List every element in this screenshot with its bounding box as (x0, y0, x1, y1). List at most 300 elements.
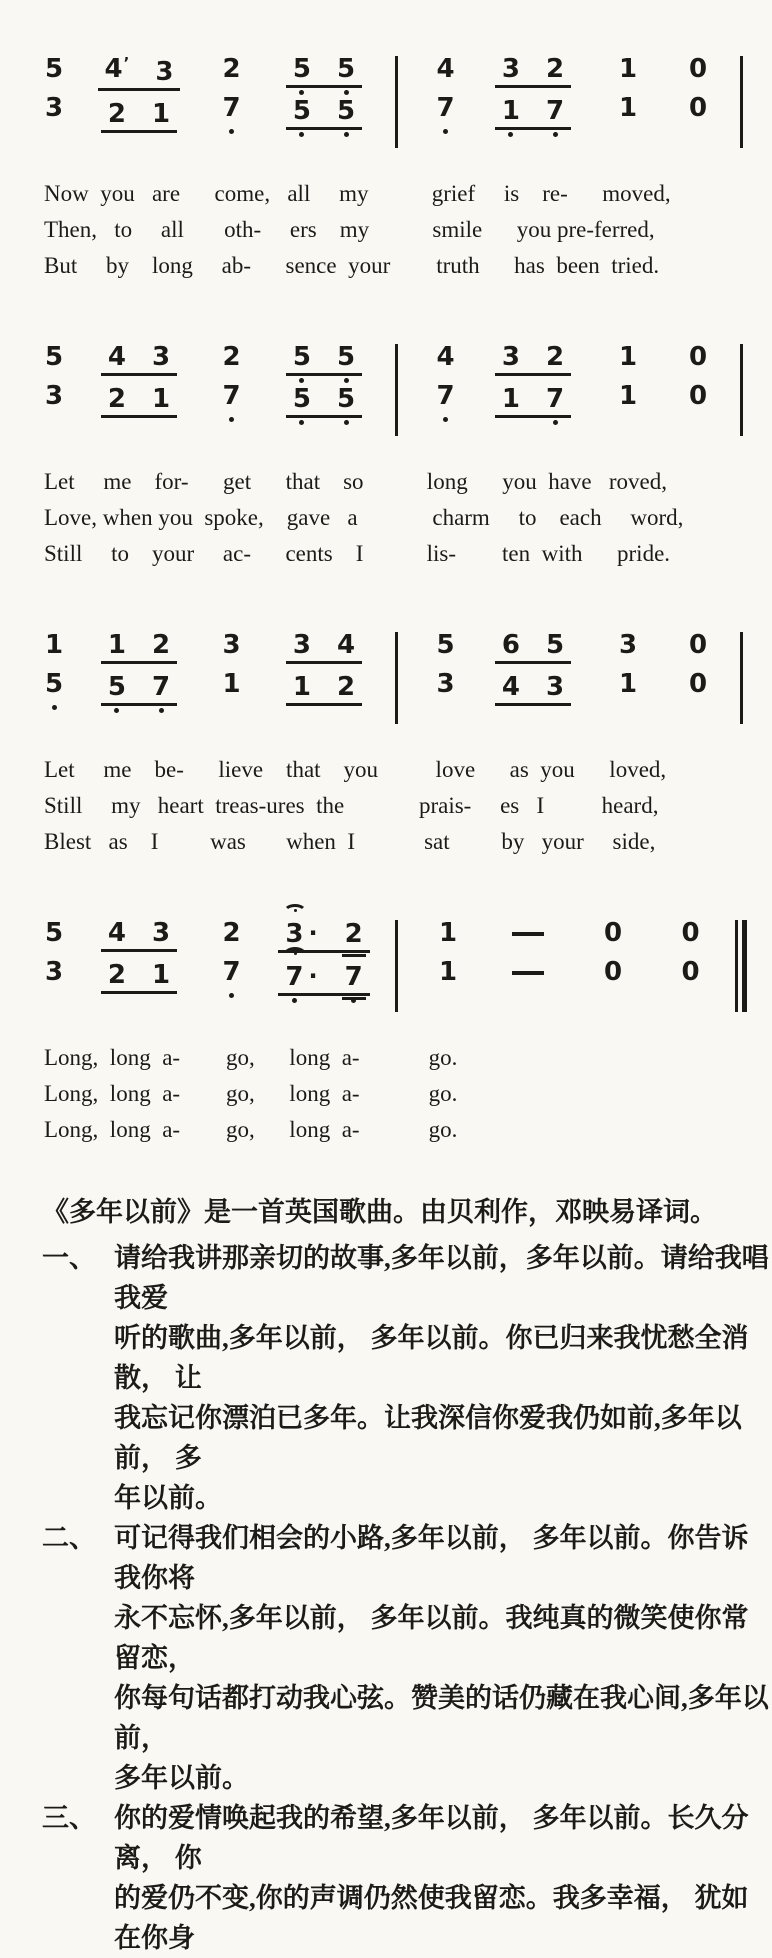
notation-system-2 (0, 328, 772, 572)
note-group (674, 959, 706, 988)
note-digit: 3 (501, 54, 520, 84)
note (45, 56, 63, 82)
note (436, 632, 454, 658)
note-group (682, 95, 714, 124)
harmony-unit (101, 386, 177, 418)
note-column (668, 328, 728, 412)
note-group (682, 671, 714, 700)
harmony-unit (674, 959, 706, 988)
note-group (432, 920, 464, 949)
note-digit: 2 (107, 99, 126, 129)
melody-unit (215, 344, 247, 373)
melody-unit (429, 632, 461, 661)
note (502, 344, 520, 370)
note-digit: 7 (546, 98, 564, 124)
note (619, 383, 637, 409)
note-digit: 5 (337, 386, 355, 412)
harmony-unit (286, 674, 362, 706)
note-digit: 5 (337, 344, 355, 370)
note (546, 98, 564, 124)
lyrics-block (44, 1040, 772, 1148)
note-digit: 3 (44, 93, 64, 123)
harmony-unit (495, 674, 571, 706)
note-digit: 2 (222, 918, 241, 948)
note-column (269, 904, 379, 996)
note (152, 674, 170, 700)
note-digit: 1 (292, 672, 311, 702)
dash-bar (512, 932, 544, 936)
harmony-unit (682, 383, 714, 412)
sixteenth-beam (342, 954, 366, 957)
octave-down-dot (344, 420, 349, 425)
harmony-unit (38, 383, 70, 412)
note (45, 344, 63, 370)
note (502, 674, 520, 700)
note-column (413, 40, 478, 124)
harmony-unit (278, 963, 369, 996)
bar-line (395, 344, 398, 436)
octave-down-dot (229, 417, 234, 422)
note-digit: 3 (155, 57, 174, 87)
half-note-dash (510, 920, 546, 946)
note-digit: 5 (436, 630, 455, 660)
note-group (429, 671, 461, 700)
beamed-note-group (101, 674, 177, 706)
note (689, 95, 707, 121)
harmony-unit (429, 671, 461, 700)
note-group (432, 959, 464, 988)
note-group (429, 632, 461, 661)
note (619, 632, 637, 658)
harmony-unit (215, 95, 247, 124)
melody-unit (101, 344, 177, 376)
beamed-note-group (101, 101, 177, 133)
note (45, 671, 63, 697)
note (546, 632, 564, 658)
note (604, 959, 622, 985)
notation-system-1 (0, 40, 772, 284)
note-group (429, 95, 461, 124)
note (152, 962, 170, 988)
note-column (483, 904, 573, 988)
note-column (24, 40, 84, 124)
lyric-line: Blest as I was when I sat by your side, (44, 829, 656, 854)
note-group (215, 959, 247, 988)
note-digit: 0 (603, 957, 623, 987)
beamed-note-group (495, 98, 571, 130)
note-column (478, 616, 588, 706)
note-digit: 4’ (104, 54, 130, 84)
note-digit: 2 (337, 672, 356, 702)
note-group (38, 959, 70, 988)
note-digit: 1 (107, 630, 126, 660)
note-digit: 3 (618, 630, 638, 660)
note (439, 920, 457, 946)
note (222, 95, 240, 121)
bar-line (395, 56, 398, 148)
note-digit: 1 (438, 957, 458, 987)
verse-line: 永不忘怀,多年以前， 多年以前。我纯真的微笑使你常留恋， (114, 1603, 749, 1673)
note-group (612, 56, 644, 85)
octave-down-dot (229, 129, 234, 134)
note-digit: 7 (222, 383, 240, 409)
note-group (38, 383, 70, 412)
beamed-note-group (286, 56, 362, 88)
note-digit: 0 (688, 93, 708, 123)
verse-line: 多年以前。 (114, 1763, 249, 1793)
note-digit: 7 (436, 95, 454, 121)
melody-unit (286, 56, 362, 88)
note-column (194, 328, 269, 412)
note-digit: 7 (546, 386, 564, 412)
harmony-unit (682, 95, 714, 124)
note (108, 632, 126, 658)
note-column (269, 328, 379, 418)
bar-thin-line (735, 920, 738, 1012)
note-group (38, 95, 70, 124)
chinese-lyrics-section (42, 1192, 772, 1958)
note (222, 383, 240, 409)
note-digit: 5 (44, 54, 64, 84)
fermata-icon (283, 904, 307, 921)
melody-unit (612, 632, 644, 661)
beamed-note-group (286, 674, 362, 706)
note-digit: 3 (222, 630, 241, 660)
note-digit: 5 (108, 674, 126, 700)
octave-down-dot (229, 993, 234, 998)
harmony-unit (101, 962, 177, 994)
note (45, 920, 63, 946)
note-group (215, 95, 247, 124)
note-digit: 5 (337, 56, 355, 82)
note-digit: 0 (688, 630, 708, 660)
verse-number-label: 三、 (42, 1803, 96, 1833)
lyric-line: Love, when you spoke, gave a charm to each word, (44, 505, 684, 530)
note-digit: 4 (436, 54, 455, 84)
note-column (413, 616, 478, 700)
note (152, 101, 170, 127)
note (105, 56, 130, 85)
lyrics-block (44, 176, 772, 284)
note-digit: 2 (222, 342, 241, 372)
note (689, 383, 707, 409)
lyrics-block (44, 752, 772, 860)
note (152, 920, 170, 946)
note-column (478, 40, 588, 130)
lyrics-block (44, 464, 772, 572)
melody-unit (495, 344, 571, 376)
verse-line: 的爱仍不变,你的声调仍然使我留恋。我多幸福， 犹如在你身 (114, 1883, 749, 1953)
note (222, 344, 240, 370)
note (502, 386, 520, 412)
note-digit: 1 (618, 54, 638, 84)
note-digit: 0 (681, 918, 700, 948)
note (108, 344, 126, 370)
note (546, 386, 564, 412)
note-group (612, 95, 644, 124)
verse-line: 你每句话都打动我心弦。赞美的话仍藏在我心间,多年以前， (114, 1683, 769, 1753)
note (285, 963, 318, 990)
note (45, 95, 63, 121)
lyric-line: But by long ab- sence your truth has been tried. (44, 253, 660, 278)
octave-down-dot (299, 132, 304, 137)
note-digit: 3 (292, 630, 311, 660)
note-group (429, 56, 461, 85)
melody-unit (38, 56, 70, 85)
lyric-line: Let me be- lieve that you love as you loved, (44, 757, 667, 782)
final-barline (728, 904, 754, 1012)
harmony-unit (38, 95, 70, 124)
note (337, 98, 355, 124)
octave-down-dot (52, 705, 57, 710)
note (681, 959, 699, 985)
note (502, 56, 520, 82)
note-group (429, 383, 461, 412)
note-digit: 3 (546, 672, 565, 702)
note-digit: 3 (501, 342, 520, 372)
note-group (38, 56, 70, 85)
verse-number-label: 二、 (42, 1523, 96, 1553)
note (436, 95, 454, 121)
beamed-note-group (101, 386, 177, 418)
note-digit: 4 (107, 342, 126, 372)
harmony-unit (38, 671, 70, 700)
melody-unit (495, 632, 571, 664)
octave-down-dot (344, 132, 349, 137)
note (108, 962, 126, 988)
harmony-unit (495, 98, 571, 130)
melody-unit (286, 632, 362, 664)
note (45, 383, 63, 409)
note (293, 632, 311, 658)
octave-down-dot (159, 708, 164, 713)
note-column (84, 40, 194, 133)
beamed-note-group (495, 386, 571, 418)
harmony-unit (429, 383, 461, 412)
note (546, 674, 564, 700)
bar-line (740, 632, 743, 724)
note (337, 344, 355, 370)
notation-system-4 (0, 904, 772, 1148)
note (689, 56, 707, 82)
note-group (612, 671, 644, 700)
note-column (588, 328, 668, 412)
beamed-note-group (101, 344, 177, 376)
note-digit: 1 (618, 381, 638, 411)
melody-unit (503, 920, 553, 949)
barline (728, 328, 754, 436)
barline (728, 616, 754, 724)
augmentation-dot: · (308, 919, 318, 947)
half-note-dash (510, 959, 546, 985)
note-group (674, 920, 706, 949)
melody-unit (682, 344, 714, 373)
note (337, 386, 355, 412)
melody-unit (101, 632, 177, 664)
note-digit: 5 (293, 98, 311, 124)
barline (379, 616, 413, 724)
octave-down-dot (553, 420, 558, 425)
note-digit: 1 (618, 342, 638, 372)
note (546, 344, 564, 370)
harmony-unit (495, 386, 571, 418)
note (285, 920, 318, 947)
octave-down-dot (299, 420, 304, 425)
note-digit: 1 (222, 669, 241, 699)
note-group (597, 920, 629, 949)
note-digit: 2 (107, 384, 126, 414)
beamed-note-group (101, 632, 177, 664)
verse-line: 我忘记你漂泊已多年。让我深信你爱我仍如前,多年以前， 多 (114, 1403, 742, 1473)
note-digit: 7 (345, 964, 363, 990)
note-column (194, 616, 269, 700)
staff-row (0, 904, 772, 1012)
note (152, 632, 170, 658)
note (108, 674, 126, 700)
melody-unit (674, 920, 706, 949)
melody-unit (215, 632, 247, 661)
beamed-note-group (101, 962, 177, 994)
fermata-icon (283, 947, 307, 964)
note-digit: 5 (293, 386, 311, 412)
note-digit: 1 (44, 630, 64, 660)
note-digit: 2 (546, 342, 565, 372)
note-digit: 5 (293, 344, 311, 370)
double-bar (735, 920, 747, 1012)
note (337, 56, 355, 82)
chinese-verse-2 (42, 1518, 772, 1798)
melody-unit (612, 56, 644, 85)
octave-down-dot (344, 90, 349, 95)
note-group (682, 632, 714, 661)
note (345, 964, 363, 990)
note (293, 56, 311, 82)
note-digit: 2 (222, 54, 241, 84)
melody-unit (215, 56, 247, 85)
note-digit: 7 (222, 959, 240, 985)
beamed-note-group (286, 98, 362, 130)
verse-lines (114, 1238, 772, 1518)
note-digit: 1 (618, 93, 638, 123)
note-group (215, 671, 247, 700)
note-digit: 1 (152, 960, 171, 990)
lyric-line: Long, long a- go, long a- go. (44, 1081, 458, 1106)
bar-thick-line (742, 920, 747, 1012)
note (108, 101, 126, 127)
bar-line (395, 920, 398, 1012)
harmony-unit (429, 95, 461, 124)
lyric-line: Still my heart treas-ures the prais- es I heard, (44, 793, 659, 818)
note-digit: 0 (688, 342, 708, 372)
note-column (84, 904, 194, 994)
octave-down-dot (299, 90, 304, 95)
note-column (24, 904, 84, 988)
harmony-unit (612, 671, 644, 700)
harmony-unit (612, 383, 644, 412)
note (502, 98, 520, 124)
note (439, 959, 457, 985)
note (436, 344, 454, 370)
note-digit: 0 (688, 381, 708, 411)
note (293, 674, 311, 700)
note (345, 921, 363, 947)
dash-bar (512, 971, 544, 975)
notation-system-3 (0, 616, 772, 860)
note-digit: 7 (436, 383, 454, 409)
melody-unit (612, 344, 644, 373)
beamed-note-group (495, 56, 571, 88)
note-digit: 4 (337, 630, 356, 660)
beamed-note-group (495, 344, 571, 376)
note (619, 56, 637, 82)
note-digit: 5 (546, 630, 565, 660)
note-group (503, 920, 553, 949)
barline (728, 40, 754, 148)
note-digit: 4 (107, 918, 126, 948)
harmony-unit (286, 386, 362, 418)
verse-line: 请给我讲那亲切的故事,多年以前，多年以前。请给我唱我爱 (114, 1243, 769, 1313)
note (222, 920, 240, 946)
octave-down-dot (508, 132, 513, 137)
note-column (413, 904, 483, 988)
note-group (38, 632, 70, 661)
note-digit: 1 (152, 384, 171, 414)
melody-unit (495, 56, 571, 88)
note (619, 671, 637, 697)
note (619, 95, 637, 121)
note-digit: 3 (152, 342, 171, 372)
note-group (215, 920, 247, 949)
beamed-note-group (495, 674, 571, 706)
note (222, 959, 240, 985)
octave-down-dot (299, 378, 304, 383)
note-digit: 5 (337, 98, 355, 124)
melody-unit (38, 344, 70, 373)
note-column (588, 616, 668, 700)
note-group (682, 383, 714, 412)
verse-line: 年以前。 (114, 1483, 222, 1513)
staff-row (0, 616, 772, 724)
note-digit: 4 (436, 342, 455, 372)
sixteenth-beam (342, 997, 366, 1000)
note-digit: 5 (293, 56, 311, 82)
lyric-line: Long, long a- go, long a- go. (44, 1045, 458, 1070)
melody-unit (38, 632, 70, 661)
note-column (24, 328, 84, 412)
octave-down-dot (553, 132, 558, 137)
note-group (215, 383, 247, 412)
note (108, 386, 126, 412)
melody-unit (597, 920, 629, 949)
verse-lines (114, 1518, 772, 1798)
note-group (38, 344, 70, 373)
chinese-verse-1 (42, 1238, 772, 1518)
note (604, 920, 622, 946)
note (502, 632, 520, 658)
note-digit: 0 (681, 957, 700, 987)
note-column (194, 40, 269, 124)
note (108, 920, 126, 946)
note-digit: 1 (152, 99, 171, 129)
beamed-note-group (286, 632, 362, 664)
chinese-verse-3 (42, 1798, 772, 1958)
verse-line: 听的歌曲,多年以前， 多年以前。你已归来我忧愁全消散， 让 (114, 1323, 749, 1393)
note-group (215, 56, 247, 85)
note-digit: 1 (501, 384, 520, 414)
harmony-unit (215, 671, 247, 700)
lyric-line: Now you are come, all my grief is re- moved, (44, 181, 671, 206)
note-column (269, 40, 379, 130)
